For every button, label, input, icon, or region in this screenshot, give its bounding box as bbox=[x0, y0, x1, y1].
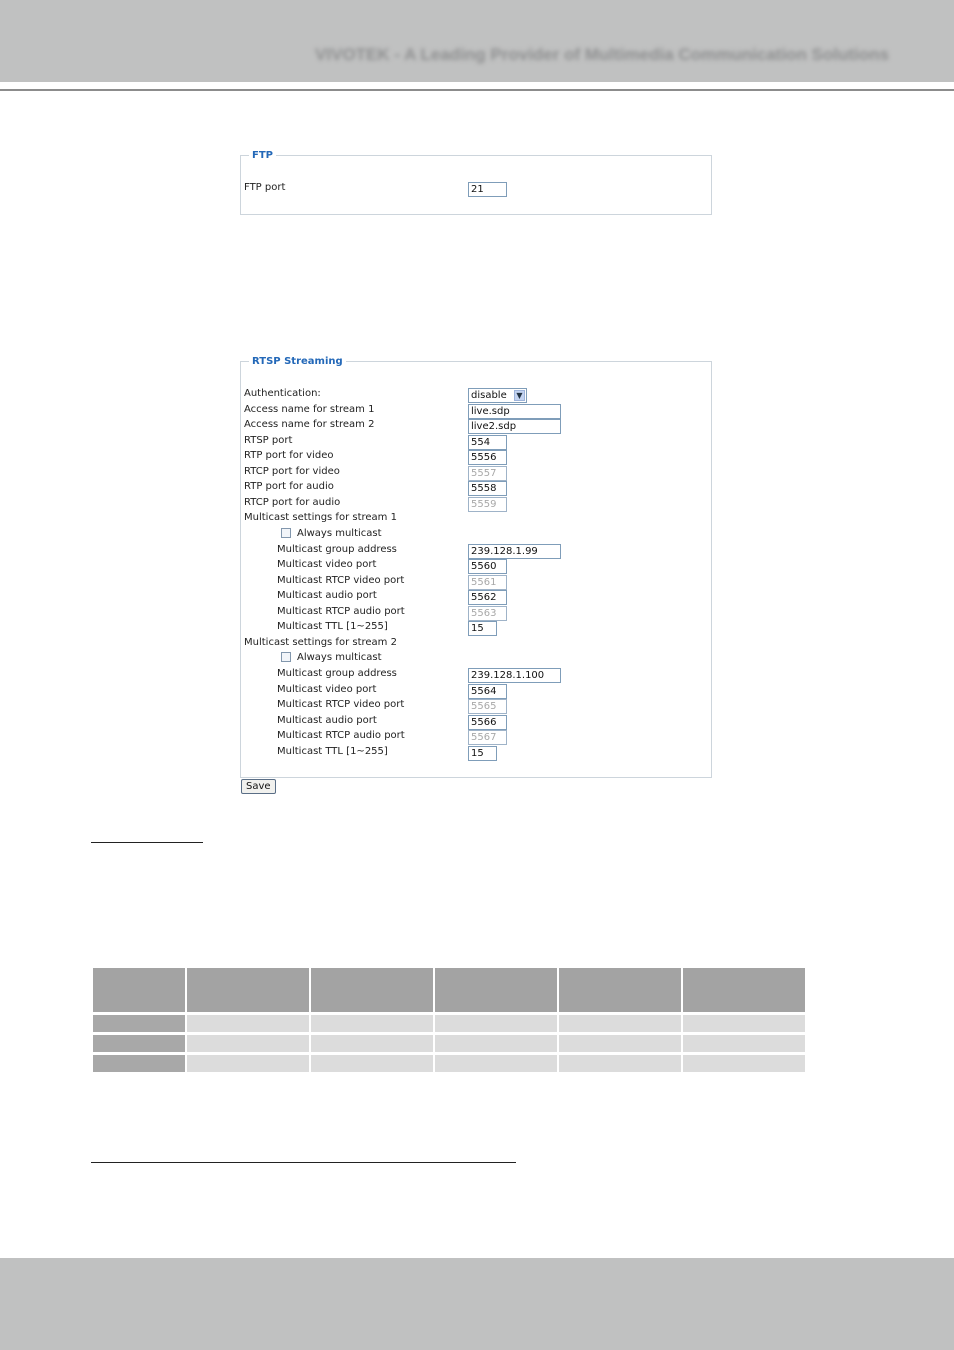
rtsp-legend: RTSP Streaming bbox=[252, 356, 343, 367]
table-header-cell bbox=[683, 968, 805, 1012]
table-row bbox=[93, 1035, 805, 1052]
mc1-audio-label: Multicast audio port bbox=[277, 590, 377, 601]
mc2-audio-input[interactable]: 5566 bbox=[468, 715, 507, 730]
mc2-rtcp-audio-input: 5567 bbox=[468, 730, 507, 745]
mc2-rtcp-audio-label: Multicast RTCP audio port bbox=[277, 730, 405, 741]
table-cell bbox=[559, 1015, 681, 1032]
table-header-cell bbox=[559, 968, 681, 1012]
mc1-rtcp-video-input: 5561 bbox=[468, 575, 507, 590]
table-row bbox=[93, 1055, 805, 1072]
auth-label: Authentication: bbox=[244, 388, 321, 399]
mc2-group-input[interactable]: 239.128.1.100 bbox=[468, 668, 561, 683]
table-row-header bbox=[93, 1015, 185, 1032]
mc2-always-checkbox[interactable] bbox=[281, 652, 291, 662]
mc1-video-input[interactable]: 5560 bbox=[468, 559, 507, 574]
access1-label: Access name for stream 1 bbox=[244, 404, 375, 415]
ftp-legend: FTP bbox=[252, 150, 273, 161]
table-cell bbox=[311, 1015, 433, 1032]
table-row-header bbox=[93, 1055, 185, 1072]
mc1-rtcp-video-label: Multicast RTCP video port bbox=[277, 575, 405, 586]
header-bar bbox=[0, 0, 954, 82]
rtcp-audio-label: RTCP port for audio bbox=[244, 497, 341, 508]
mc1-group-label: Multicast group address bbox=[277, 544, 397, 555]
mc2-ttl-label: Multicast TTL [1~255] bbox=[277, 746, 388, 757]
table-cell bbox=[683, 1035, 805, 1052]
table-header-cell bbox=[187, 968, 309, 1012]
auth-select-value: disable bbox=[471, 390, 507, 401]
access2-input[interactable]: live2.sdp bbox=[468, 419, 561, 434]
table-cell bbox=[559, 1055, 681, 1072]
table-cell bbox=[435, 1035, 557, 1052]
table-cell bbox=[187, 1015, 309, 1032]
table-header-cell bbox=[311, 968, 433, 1012]
mc1-ttl-label: Multicast TTL [1~255] bbox=[277, 621, 388, 632]
info-table bbox=[91, 968, 807, 1072]
table-cell bbox=[559, 1035, 681, 1052]
ftp-port-label: FTP port bbox=[244, 182, 286, 193]
table-header-cell bbox=[93, 968, 185, 1012]
mc2-group-label: Multicast group address bbox=[277, 668, 397, 679]
mc2-always-label: Always multicast bbox=[297, 652, 382, 663]
section-underline bbox=[91, 842, 203, 843]
table-row-header bbox=[93, 1035, 185, 1052]
auth-select[interactable] bbox=[468, 388, 527, 403]
footer-bar bbox=[0, 1258, 954, 1350]
table-row bbox=[93, 1015, 805, 1032]
mc1-always-label: Always multicast bbox=[297, 528, 382, 539]
mc1-rtcp-audio-label: Multicast RTCP audio port bbox=[277, 606, 405, 617]
header-tagline: VIVOTEK - A Leading Provider of Multimedia Communication Solutions bbox=[315, 45, 889, 64]
mc2-title: Multicast settings for stream 2 bbox=[244, 637, 397, 648]
mc2-audio-label: Multicast audio port bbox=[277, 715, 377, 726]
mc2-rtcp-video-label: Multicast RTCP video port bbox=[277, 699, 405, 710]
rtp-video-label: RTP port for video bbox=[244, 450, 334, 461]
mc1-audio-input[interactable]: 5562 bbox=[468, 590, 507, 605]
rtcp-video-input: 5557 bbox=[468, 466, 507, 481]
save-button[interactable]: Save bbox=[241, 779, 276, 794]
chevron-down-icon[interactable]: ▼ bbox=[514, 390, 525, 401]
mc1-rtcp-audio-input: 5563 bbox=[468, 606, 507, 621]
table-cell bbox=[311, 1055, 433, 1072]
mc1-always-checkbox[interactable] bbox=[281, 528, 291, 538]
mc1-ttl-input[interactable]: 15 bbox=[468, 621, 497, 636]
rtsp-port-input[interactable]: 554 bbox=[468, 435, 507, 450]
table-cell bbox=[683, 1055, 805, 1072]
ftp-port-input[interactable]: 21 bbox=[468, 182, 507, 197]
table-cell bbox=[435, 1015, 557, 1032]
mc2-ttl-input[interactable]: 15 bbox=[468, 746, 497, 761]
rtsp-port-label: RTSP port bbox=[244, 435, 293, 446]
mc2-video-input[interactable]: 5564 bbox=[468, 684, 507, 699]
header-divider bbox=[0, 89, 954, 91]
table-cell bbox=[311, 1035, 433, 1052]
mc1-group-input[interactable]: 239.128.1.99 bbox=[468, 544, 561, 559]
rtcp-video-label: RTCP port for video bbox=[244, 466, 340, 477]
table-cell bbox=[187, 1035, 309, 1052]
rtp-audio-input[interactable]: 5558 bbox=[468, 481, 507, 496]
table-cell bbox=[435, 1055, 557, 1072]
rtp-audio-label: RTP port for audio bbox=[244, 481, 334, 492]
mc2-video-label: Multicast video port bbox=[277, 684, 377, 695]
access2-label: Access name for stream 2 bbox=[244, 419, 375, 430]
access1-input[interactable]: live.sdp bbox=[468, 404, 561, 419]
mc2-rtcp-video-input: 5565 bbox=[468, 699, 507, 714]
table-cell bbox=[683, 1015, 805, 1032]
rtcp-audio-input: 5559 bbox=[468, 497, 507, 512]
rtp-video-input[interactable]: 5556 bbox=[468, 450, 507, 465]
mc1-video-label: Multicast video port bbox=[277, 559, 377, 570]
table-header-cell bbox=[435, 968, 557, 1012]
mc1-title: Multicast settings for stream 1 bbox=[244, 512, 397, 523]
section-underline bbox=[91, 1162, 516, 1163]
table-cell bbox=[187, 1055, 309, 1072]
